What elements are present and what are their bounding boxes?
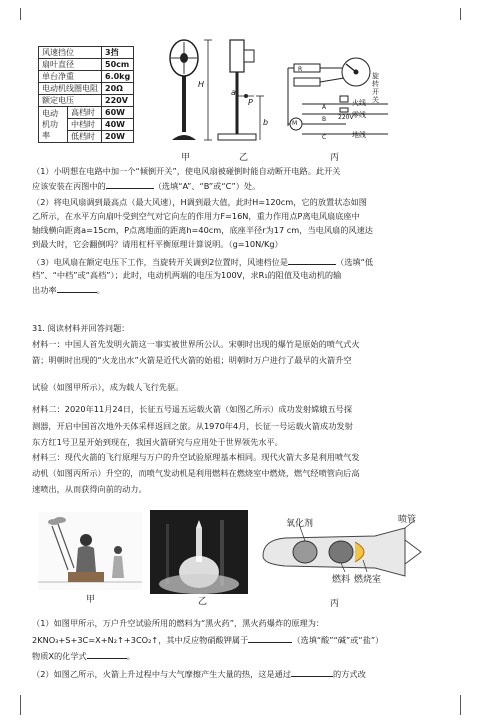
answer-blank[interactable] (87, 650, 127, 659)
fig-top-label-yi: 乙 (239, 153, 249, 163)
q31-sub2-line1 (32, 668, 457, 680)
q31-sub1-line1: （1）如图甲所示，万户升空试验所用的燃料为“黑火药”，黑火药爆炸的原理为： (32, 618, 325, 628)
crop-mark-left-bottom (20, 695, 21, 715)
q30-part3c-pre: 出功率 (32, 285, 57, 295)
q30-part1-line1: （1）小明想在电路中加一个“倾倒开关”，使电风扇被碰倒时能自动断开电路。此开关 (32, 166, 341, 176)
circuit-label-motor: M (292, 120, 298, 127)
spec-value: 20Ω (102, 83, 134, 95)
circuit-label-ground: 地线 (352, 131, 366, 139)
fig-top-label-bing: 丙 (330, 153, 340, 163)
power-value: 40W (102, 119, 134, 131)
q31-material3-line1: 材料三：现代火箭的飞行原理与万户的升空试验原理基本相同。现代火箭大多是利用喷气发 (32, 452, 360, 462)
spec-label: 风速挡位 (39, 47, 102, 59)
q31-material1-line2: 箭；明朝时出现的“火龙出水”火箭是近代火箭的始祖；明朝时万户进行了最早的火箭升空 (32, 355, 352, 365)
q30-part1-pre: 应该安装在丙图中的 (32, 181, 106, 191)
q30-part3-line3 (32, 284, 457, 296)
circuit-label-C: C (322, 134, 327, 141)
crop-mark-left-top (20, 8, 21, 20)
answer-blank[interactable] (57, 284, 97, 293)
q31-sub1c-post: 。 (126, 651, 135, 661)
spec-label: 扇叶直径 (39, 59, 102, 71)
q31-sub1-line2 (32, 634, 457, 646)
crop-mark-right-top (460, 8, 461, 20)
wanhu-illustration (38, 512, 142, 590)
fig-bottom-label-bing: 丙 (330, 599, 340, 609)
circuit-label-R: R (298, 66, 303, 73)
q31-sub1-pre: 2KNO₃+S+3C=X+N₂↑+3CO₂↑，其中反应物硝酸钾属于 (32, 635, 249, 645)
q30-part3c-post: 。 (96, 285, 105, 295)
answer-blank[interactable] (248, 634, 292, 643)
q31-sub1-post: （选填“酸”“碱”或“盐”） (292, 635, 384, 645)
power-level: 中档时 (68, 119, 102, 131)
answer-blank[interactable] (291, 668, 333, 677)
rocket-launch-photo (150, 510, 248, 594)
circuit-label-switch: 旋转开关 (372, 72, 379, 104)
q31-sub1-line3 (32, 650, 457, 662)
q31-material1-line3: 试验（如图甲所示），成为载人飞行先驱。 (32, 382, 184, 392)
spec-label: 电动机线圈电阻 (39, 83, 102, 95)
q30-part2-line3: 轴线横向距离a=15cm，P点离地面的距离h=40cm，底座半径r为17 cm，当电风扇的风速达 (32, 225, 373, 235)
q31-sub1c-pre: 物质X的化学式 (32, 651, 87, 661)
spec-value: 3挡 (102, 47, 134, 59)
fig-yi-b: b (263, 118, 269, 127)
standing-fan-figure (166, 36, 205, 146)
q31-material3-line2: 动机（如图丙所示）升空的，而喷气发动机是利用燃料在燃烧室中燃烧，燃气经喷管向后高 (32, 468, 360, 478)
q30-part3-line2: 档”、“中档”或“高档”）；此时，电动机两端的电压为100V，求R₁的阻值及电动机的输 (32, 270, 342, 280)
q31-title: 31. 阅读材料并回答问题： (32, 323, 130, 333)
q31-sub2-post: 的方式改 (333, 669, 366, 679)
q30-part2-line1: （2）将电风扇调到最高点（最大风速），H调到最大值，此时H=120cm，它的放置状态如图 (32, 197, 367, 207)
power-level: 高档时 (68, 107, 102, 119)
engine-label-chamber: 燃烧室 (354, 575, 382, 585)
engine-label-oxidizer: 氧化剂 (286, 519, 314, 529)
q30-part1-post: （选填“A”、“B”或“C”）处。 (153, 181, 261, 191)
spec-label: 额定电压 (39, 95, 102, 107)
power-value: 60W (102, 107, 134, 119)
power-value: 20W (102, 131, 134, 143)
fig-top-label-jia: 甲 (181, 153, 191, 163)
circuit-label-A: A (322, 104, 327, 111)
fig-yi-P: P (248, 98, 253, 107)
engine-label-nozzle: 喷管 (398, 515, 417, 525)
q30-part3-line1 (32, 256, 457, 268)
spec-label: 单台净重 (39, 71, 102, 83)
spec-value: 220V (102, 95, 134, 107)
engine-label-fuel: 燃料 (332, 575, 351, 585)
q30-part2-line2: 乙所示，在水平方向扇叶受到空气对它向左的作用力F=16N，重力作用点P离电风扇底座中 (32, 211, 360, 221)
fan-spec-table (38, 46, 134, 143)
q31-material2-line3: 东方红1号卫星开始到现在，我国火箭研究与应用处于世界领先水平。 (32, 437, 283, 447)
circuit-label-B: B (322, 116, 327, 123)
crop-mark-right-bottom (460, 695, 461, 715)
power-label: 电动机功率 (39, 107, 68, 143)
fig-bottom-label-yi: 乙 (198, 597, 208, 607)
answer-blank[interactable] (106, 180, 154, 189)
q30-part1-line2 (32, 180, 457, 192)
fig-bottom-label-jia: 甲 (86, 595, 96, 605)
power-level: 低档时 (68, 131, 102, 143)
circuit-label-live: 火线 (352, 99, 366, 107)
fig-yi-H: H (198, 80, 205, 89)
q31-material3-line3: 速喷出，从而获得向前的动力。 (32, 484, 147, 494)
q30-part3-post: （选填“低 (336, 257, 374, 267)
spec-value: 50cm (102, 59, 134, 71)
q31-sub2-pre: （2）如图乙所示，火箭上升过程中与大气摩擦产生大量的热，这是通过 (32, 669, 292, 679)
q31-material2-line1: 材料二：2020年11月24日，长征五号遥五运载火箭（如图乙所示）成功发射嫦娥五号探 (32, 404, 353, 414)
circuit-label-220v: 220V (338, 114, 354, 121)
fan-dimension-diagram (200, 36, 280, 148)
spec-value: 6.0kg (102, 71, 134, 83)
q31-material1-line1: 材料一：中国人首先发明火箭这一事实被世界所公认。宋朝时出现的爆竹是原始的喷气式火 (32, 339, 360, 349)
q30-part2-line4: 到最大时，它会翻倒吗？请用杠杆平衡原理计算说明。（g=10N/Kg） (32, 239, 283, 249)
answer-blank[interactable] (288, 256, 336, 265)
q31-material2-line2: 测器，开启中国首次地外天体采样返回之旅。从1970年4月，长征一号运载火箭成功发射 (32, 421, 353, 431)
fig-yi-a: a (231, 88, 236, 97)
circuit-label-neutral: 零线 (352, 111, 366, 119)
q30-part3-pre: （3）电风扇在额定电压下工作，当旋转开关调到2位置时，风速档位是 (32, 257, 289, 267)
